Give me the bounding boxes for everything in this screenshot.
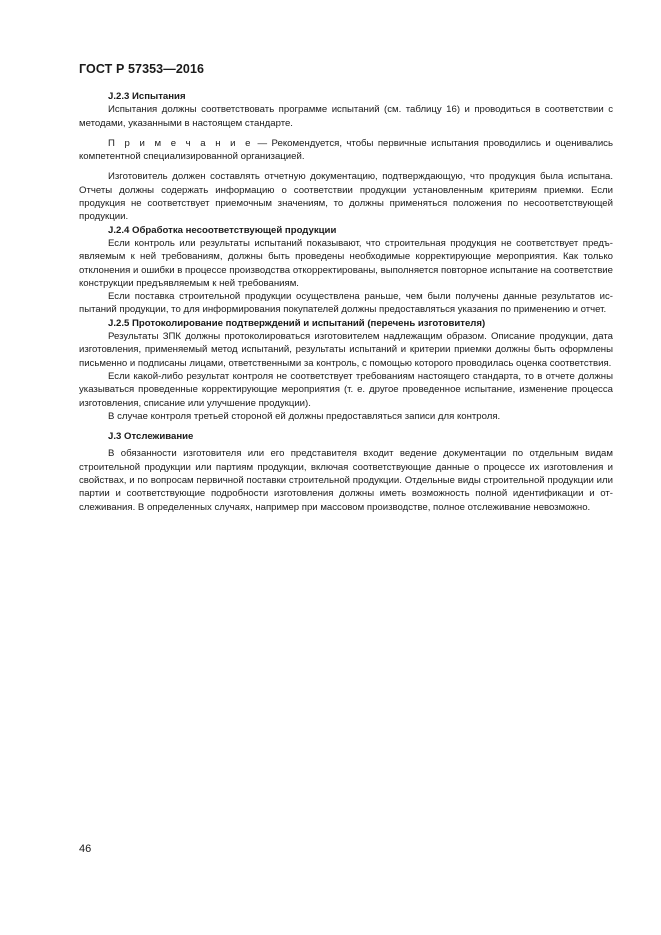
paragraph-j25-1: Результаты ЗПК должны протоколироваться изготовителем надлежащим образом. Описание продукции, дата изготовления, применяемый метод испытаний, результаты испытаний и критерии приемки должны быть оформлены письменно и подписаны лицами, ответственными за контроль, с помощью которого проводилась оценка соответствия. — [79, 331, 613, 369]
document-body — [79, 90, 613, 514]
page-number: 46 — [79, 843, 92, 855]
paragraph-j24-1: Если контроль или результаты испытаний показывают, что строительная продукция не соответствует предъявляемым к ней требованиям, должны быть проведены необходимые корректирующие мероприятия. Как только отклонения и ошибки в процессе производства откорректированы, выполняется повторное испытание на соответствие конструкции предъявляемым к ней требованиям. — [79, 237, 613, 289]
paragraph-j3-1: В обязанности изготовителя или его представителя входит ведение документации по отдельным видам строительной продукции или партиям продукции, включая соответствующие данные о процессе их изготовления и свойствах, и по вопросам первичной поставки строительной продукции. Отдельные виды строительной продукции или партии и соответствующие подробности изготовления должны иметь возможность полной идентификации и отслеживания. В определенных случаях, например при массовом производстве, полное отслеживание невозможно. — [79, 448, 613, 513]
note-text: — Рекомендуется, чтобы первичные испытания проводились и оценивались компетентной специализированной организацией. — [79, 137, 613, 163]
section-heading-j25: J.2.5 Протоколирование подтверждений и испытаний (перечень изготовителя) — [108, 317, 486, 329]
paragraph-j23-1: Испытания должны соответствовать программе испытаний (см. таблицу 16) и проводиться в соответствии с методами, указанными в настоящем стандарте. — [79, 104, 613, 129]
standard-header: ГОСТ Р 57353—2016 — [79, 62, 205, 76]
section-heading-j23: J.2.3 Испытания — [108, 91, 186, 102]
section-heading-j24: J.2.4 Обработка несоответствующей продукции — [108, 224, 337, 236]
note-paragraph — [79, 137, 613, 164]
section-heading-j3: J.3 Отслеживание — [108, 431, 194, 443]
note-label: П р и м е ч а н и е — [108, 137, 254, 149]
paragraph-j23-2: Изготовитель должен составлять отчетную документацию, подтверждающую, что продукция была испытана. Отчеты должны содержать информацию о соответствии продукции установленным критериям приемки. Если продукция не соответствует приемочным значениям, то должны применяться положения по несоответствующей продукции. — [79, 171, 613, 223]
paragraph-j25-3: В случае контроля третьей стороной ей должны предоставляться записи для контроля. — [108, 410, 501, 422]
paragraph-j24-2: Если поставка строительной продукции осуществлена раньше, чем были получены данные результатов испытаний продукции, то для информирования покупателей должны предоставляться указания по применению и отчет. — [79, 291, 613, 316]
paragraph-j25-2: Если какой-либо результат контроля не соответствует требованиям настоящего стандарта, то в отчете должны указываться проведенные корректирующие мероприятия (т. е. другое проведенное испытание, изменение процесса изготовления, списание или улучшение продукции). — [79, 370, 613, 409]
